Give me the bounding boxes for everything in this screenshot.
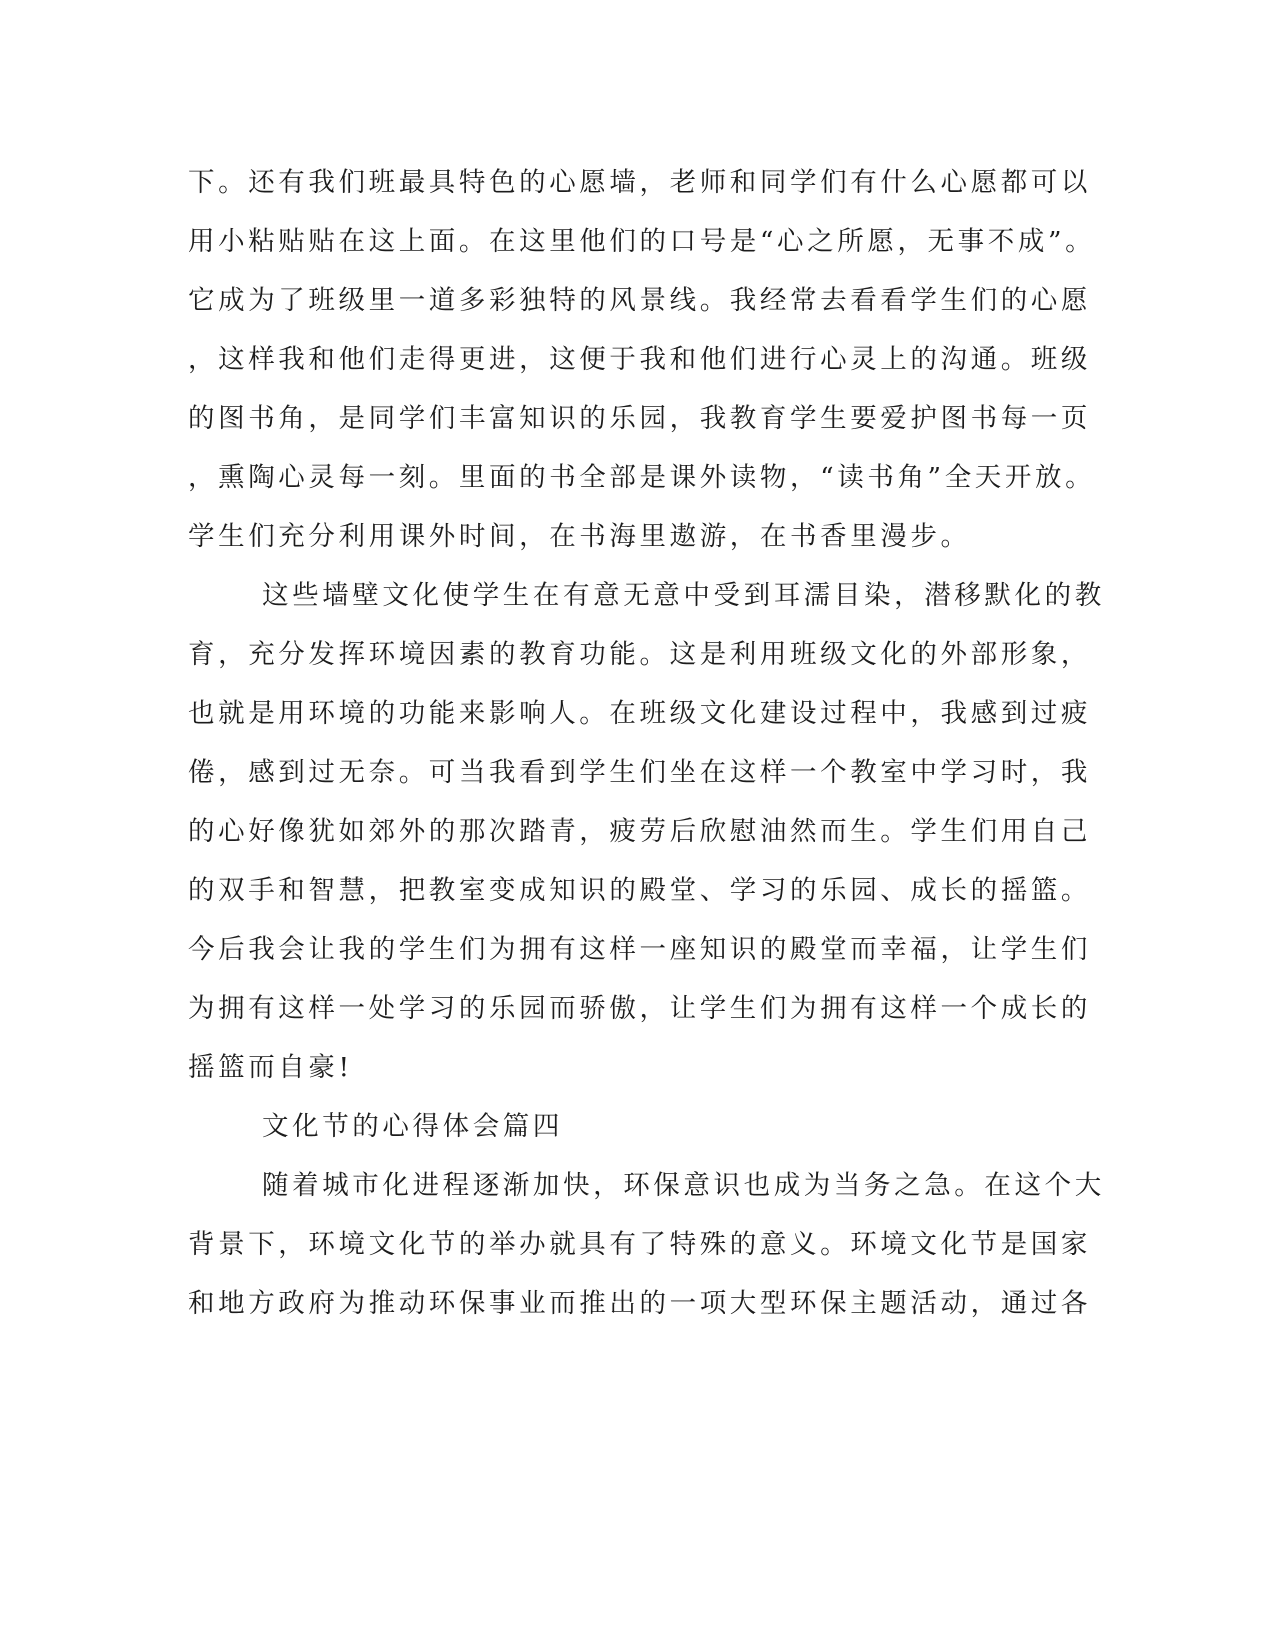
paragraph-line: 育，充分发挥环境因素的教育功能。这是利用班级文化的外部形象， — [188, 639, 1091, 670]
paragraph-line: 的心好像犹如郊外的那次踏青，疲劳后欣慰油然而生。学生们用自己 — [188, 816, 1091, 847]
paragraph-line: 的图书角，是同学们丰富知识的乐园，我教育学生要爱护图书每一页 — [188, 403, 1091, 434]
paragraph-line: 为拥有这样一处学习的乐园而骄傲，让学生们为拥有这样一个成长的 — [188, 993, 1091, 1024]
paragraph-line: 背景下，环境文化节的举办就具有了特殊的意义。环境文化节是国家 — [188, 1229, 1091, 1260]
paragraph-line: 今后我会让我的学生们为拥有这样一座知识的殿堂而幸福，让学生们 — [188, 934, 1091, 965]
paragraph-line: 倦，感到过无奈。可当我看到学生们坐在这样一个教室中学习时，我 — [188, 757, 1091, 788]
paragraph-line: 这些墙壁文化使学生在有意无意中受到耳濡目染，潜移默化的教 — [262, 580, 1105, 611]
paragraph-line: 随着城市化进程逐渐加快，环保意识也成为当务之急。在这个大 — [262, 1170, 1105, 1201]
paragraph-line: ，这样我和他们走得更进，这便于我和他们进行心灵上的沟通。班级 — [188, 344, 1091, 375]
paragraph-line: 摇篮而自豪! — [188, 1052, 353, 1083]
paragraph-line: 学生们充分利用课外时间，在书海里遨游，在书香里漫步。 — [188, 521, 971, 552]
paragraph-line: 也就是用环境的功能来影响人。在班级文化建设过程中，我感到过疲 — [188, 698, 1091, 729]
paragraph-line: 下。还有我们班最具特色的心愿墙，老师和同学们有什么心愿都可以 — [188, 167, 1091, 198]
section-heading: 文化节的心得体会篇四 — [262, 1111, 563, 1142]
paragraph-line: 和地方政府为推动环保事业而推出的一项大型环保主题活动，通过各 — [188, 1288, 1091, 1319]
paragraph-line: 的双手和智慧，把教室变成知识的殿堂、学习的乐园、成长的摇篮。 — [188, 875, 1091, 906]
paragraph-line: 它成为了班级里一道多彩独特的风景线。我经常去看看学生们的心愿 — [188, 285, 1091, 316]
paragraph-line: ，熏陶心灵每一刻。里面的书全部是课外读物，“读书角”全天开放。 — [188, 462, 1096, 493]
paragraph-line: 用小粘贴贴在这上面。在这里他们的口号是“心之所愿，无事不成”。 — [188, 226, 1096, 257]
